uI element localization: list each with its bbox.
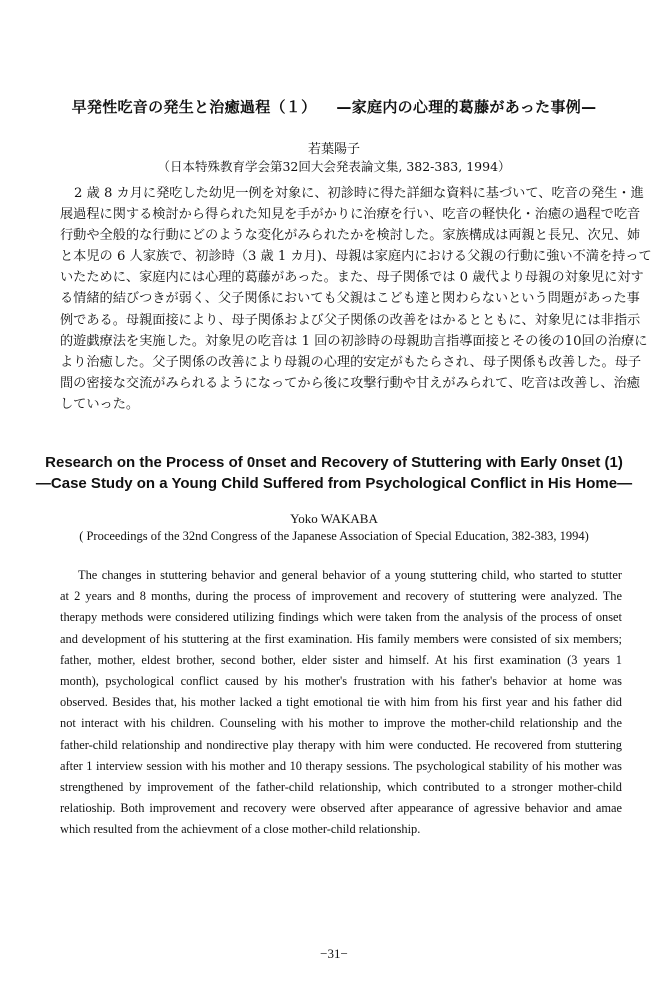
japanese-title <box>0 96 668 117</box>
abstract-line: at 2 years and 8 months, during the process of improvement and recovery of stuttering were analyzed. The <box>60 589 622 604</box>
abstract-line: after 1 interview session with his mother and 10 therapy sessions. The psychological stability of his mother was <box>60 758 622 773</box>
abstract-line: and development of his stuttering at the first examination. His family members were consisted of six members; <box>60 631 622 646</box>
abstract-line: father-child relationship and nondirective play therapy with him were conducted. He recovered from stuttering <box>60 737 622 752</box>
english-source-citation: ( Proceedings of the 32nd Congress of the Japanese Association of Special Education, 382-383, 1994) <box>79 529 589 543</box>
english-title <box>0 452 668 494</box>
english-title-line-2: —Case Study on a Young Child Suffered from Psychological Conflict in His Home— <box>35 475 633 492</box>
abstract-line: 展過程に関する検討から得られた知見を手がかりに治療を行い、吃音の軽快化・治癒の過程で吃音 <box>60 207 641 223</box>
abstract-line: not interact with his children. Counseling with his mother to improve the mother-child relationship and the <box>60 716 622 731</box>
abstract-line: と本児の 6 人家族で、初診時（3 歳 1 カ月)、母親は家庭内における父親の行動に強い不満を持って <box>60 249 652 265</box>
japanese-title-subtitle: —家庭内の心理的葛藤があった事例— <box>336 98 597 116</box>
abstract-line: The changes in stuttering behavior and general behavior of a young stuttering child, who started to stutter <box>78 568 622 582</box>
abstract-line: 的遊戯療法を実施した。対象児の吃音は 1 回の初診時の母親助言指導面接とその後の10回の治療に <box>60 333 648 349</box>
english-title-line-1: Research on the Process of 0nset and Recovery of Stuttering with Early 0nset (1) <box>45 454 623 471</box>
japanese-source-citation: （日本特殊教育学会第32回大会発表論文集, 382-383, 1994） <box>157 159 511 174</box>
abstract-line: observed. Besides that, his mother lacked a tight emotional tie with him from his first year and his father did <box>60 695 622 710</box>
abstract-line: る情緒的結びつきが弱く、父子関係においても父親はこども達と関わらないという問題があった事 <box>60 291 640 307</box>
abstract-line: より治癒した。父子関係の改善により母親の心理的安定がもたらされ、母子関係も改善した。母子 <box>60 354 642 370</box>
abstract-line: 間の密接な交流がみられるようになってから後に攻撃行動や甘えがみられて、吃音は改善し、治癒 <box>60 375 640 391</box>
english-author: Yoko WAKABA <box>290 511 378 526</box>
abstract-line: 例である。母親面接により、母子関係および父子関係の改善をはかるとともに、対象児には非指示 <box>60 312 641 328</box>
page-number: −31− <box>320 946 348 961</box>
abstract-line: 2 歳 8 カ月に発吃した幼児一例を対象に、初診時に得た詳細な資料に基づいて、吃音の発生・進 <box>74 186 644 201</box>
abstract-line: strengthened by improvement of the father-child relationship, which contributed to a stronger mother-child <box>60 779 622 794</box>
english-abstract <box>60 565 622 840</box>
abstract-line: which resulted from the achievment of a close mother-child relationship. <box>60 822 421 837</box>
abstract-line: 行動や全般的な行動にどのような変化がみられたかを検討した。家族構成は両親と長兄、次兄、姉 <box>60 228 641 244</box>
japanese-abstract <box>60 183 652 415</box>
abstract-line: relatioship. Both improvement and recovery were observed after appearance of agressive behavior and amae <box>60 801 622 816</box>
abstract-line: father, mother, eldest brother, second bother, elder sister and himself. At his first examination (3 years 1 <box>60 652 622 667</box>
abstract-line: いたために、家庭内には心理的葛藤があった。また、母子関係では 0 歳代より母親の対象児に対す <box>60 270 644 286</box>
japanese-author: 若葉陽子 <box>307 142 360 157</box>
japanese-title-main: 早発性吃音の発生と治癒過程（１） <box>71 98 317 116</box>
abstract-line: therapy methods were considered utilizing findings which were taken from the analysis of the process of onset <box>60 610 622 625</box>
abstract-line: month), psychological conflict caused by his mother's frustration with his father's behavior at home was <box>60 673 622 688</box>
abstract-line: していった。 <box>60 396 140 412</box>
